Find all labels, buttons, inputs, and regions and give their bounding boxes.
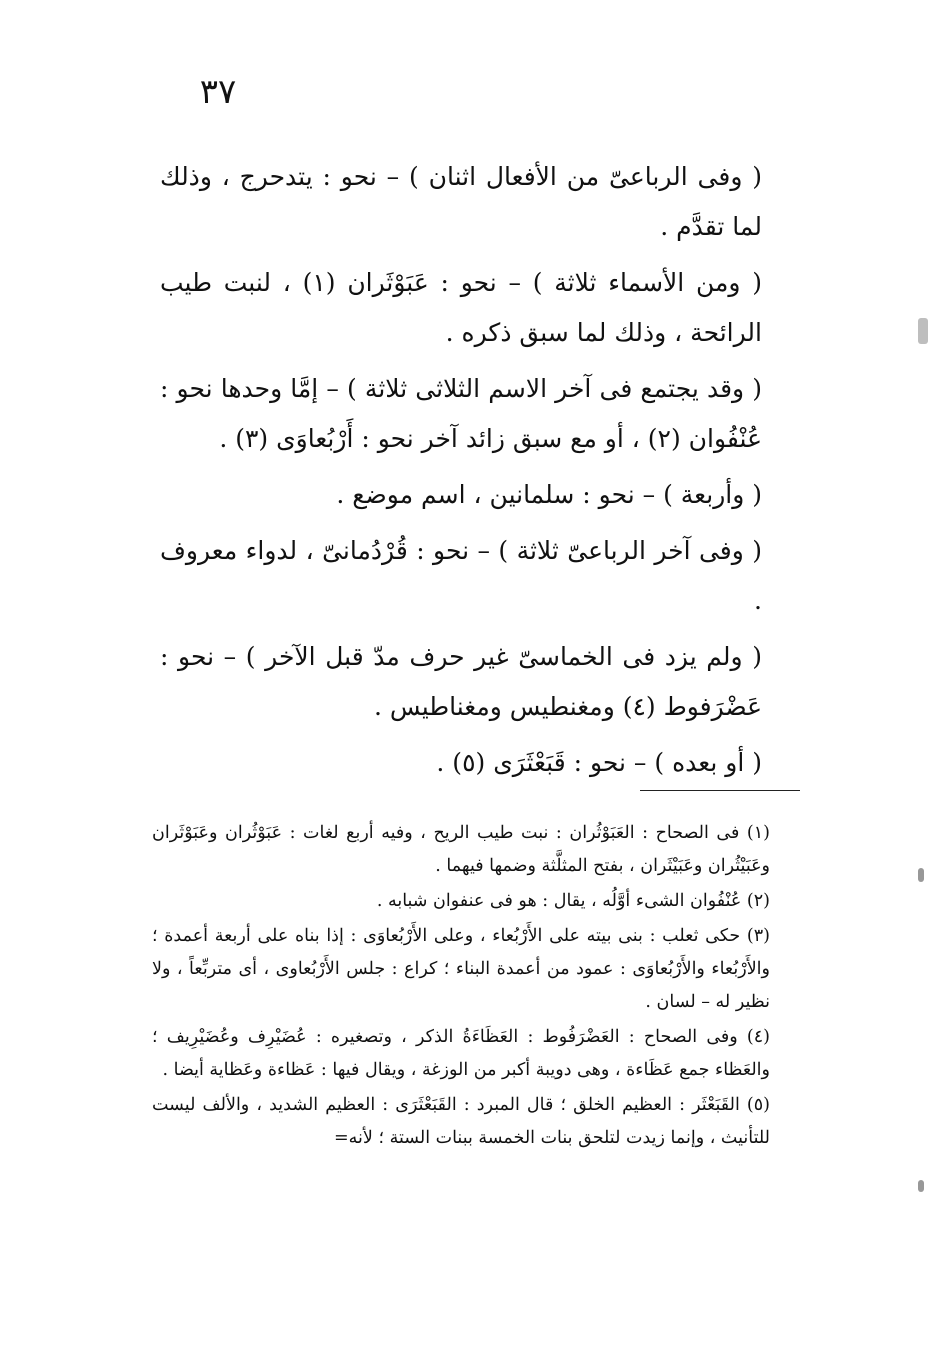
footnote-3: (٣) حكى ثعلب : بنى بيته على الأَرْبُعاء ، وعلى الأَرْبُعاوَى : إذا بناه على أربعة أعمدة ؛ والأَرْبُعاء والأَرْبُعاوَى : عمود من أعمدة البناء ؛ كراع : جلس الأَرْبُعاوى ، أى متربِّعاً ، ولا نظير له – لسان . [152, 926, 770, 1012]
footnote-5: (٥) القَبَعْثَر : العظيم الخلق ؛ قال المبرد : القَبَعْثَرَى : العظيم الشديد ، والألف ليست للتأنيث ، وإنما زيدت لتلحق بنات الخمسة ببنات الستة ؛ لأنه= [152, 1095, 770, 1148]
paragraph-quinquiliteral: ( ولم يزد فى الخماسىّ غير حرف مدّ قبل الآخر ) – نحو : عَضْرَفوط (٤) ومغنطيس ومغناطيس . [160, 642, 762, 721]
paragraph-triliteral-end: ( وقد يجتمع فى آخر الاسم الثلاثى ثلاثة ) – إمَّا وحدها نحو : عُنْفُوان (٢) ، أو مع سبق زائد آخر نحو : أَرْبُعاوَى (٣) . [160, 374, 762, 453]
paragraph-quadrilateral-verbs: ( وفى الرباعىّ من الأفعال اثنان ) – نحو : يتدحرج ، وذلك لما تقدَّم . [160, 162, 762, 241]
footnote-1: (١) فى الصحاح : العَبَوْثُران : نبت طيب الريح ، وفيه أربع لغات : عَبَوْثُران وعَبَوْثَران وعَبَيْثُران وعَبَيْثَران ، بفتح المثلَّثة وضمها فيهما . [152, 823, 770, 876]
paragraph-nouns-three: ( ومن الأسماء ثلاثة ) – نحو : عَبَوْثَران (١) ، لنبت طيب الرائحة ، وذلك لما سبق ذكره . [160, 268, 762, 347]
paragraph-or-after: ( أو بعده ) – نحو : قَبَعْثَرَى (٥) . [436, 748, 762, 777]
footnote-divider [640, 790, 800, 791]
main-text-block [160, 152, 800, 794]
page-number: ٣٧ [199, 72, 237, 112]
scan-margin-mark [918, 1180, 924, 1192]
scan-margin-mark [918, 868, 924, 882]
scan-margin-mark [918, 318, 928, 344]
footnote-2: (٢) عُنْفُوان الشىء أوَّلُه ، يقال : هو فى عنفوان شبابه . [376, 891, 770, 911]
paragraph-quadrilateral-end: ( وفى آخر الرباعىّ ثلاثة ) – نحو : قُرْدُمانىّ ، لدواء معروف . [160, 536, 762, 615]
paragraph-four: ( وأربعة ) – نحو : سلمانين ، اسم موضع . [336, 480, 762, 509]
footnotes-block [152, 817, 800, 1157]
footnote-4: (٤) وفى الصحاح : العَضْرَفُوط : العَظَاءَةُ الذكر ، وتصغيره : عُضَيْرِف وعُضَيْرِيف ؛ والعَظاء جمع عَظَاءة ، وهى دويبة أكبر من الوزغة ، ويقال فيها : عَظاءة وعَظاية أيضا . [152, 1027, 770, 1080]
